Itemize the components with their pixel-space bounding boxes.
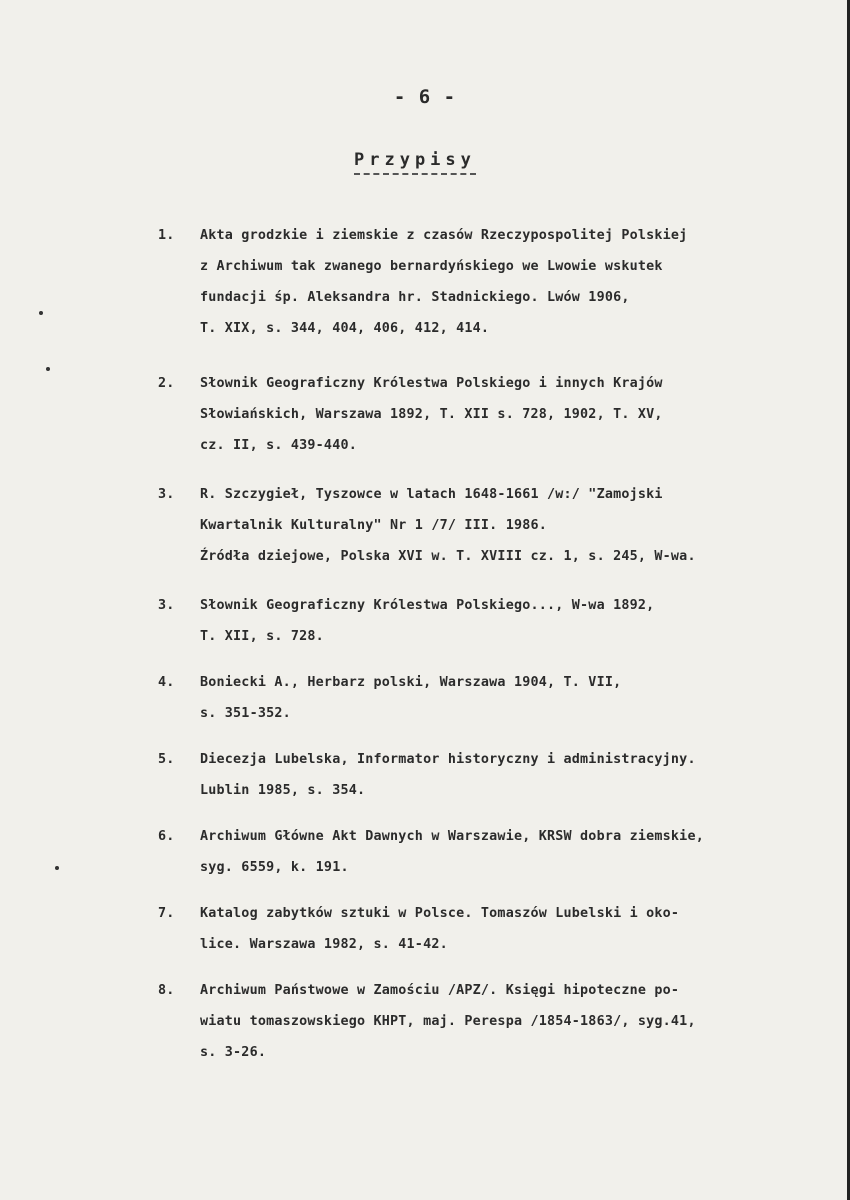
footnote-line: Katalog zabytków sztuki w Polsce. Tomaszów Lubelski i oko-	[200, 906, 680, 921]
footnote-line: Słownik Geograficzny Królestwa Polskiego i innych Krajów	[200, 376, 663, 391]
footnote-line: Słowiańskich, Warszawa 1892, T. XII s. 728, 1902, T. XV,	[200, 407, 663, 422]
footnote-number: 7.	[158, 906, 175, 921]
footnote-line: Akta grodzkie i ziemskie z czasów Rzeczypospolitej Polskiej	[200, 228, 688, 243]
footnote-item	[158, 667, 830, 729]
footnote-line: Boniecki A., Herbarz polski, Warszawa 1904, T. VII,	[200, 675, 622, 690]
footnote-line: Źródła dziejowe, Polska XVI w. T. XVIII cz. 1, s. 245, W-wa.	[200, 549, 696, 564]
footnote-item	[158, 744, 830, 806]
footnote-item	[158, 590, 830, 652]
margin-dot	[55, 866, 59, 870]
footnote-item	[158, 898, 830, 960]
footnote-item	[158, 368, 830, 461]
footnote-line: fundacji śp. Aleksandra hr. Stadnickiego. Lwów 1906,	[200, 290, 630, 305]
footnote-item	[158, 821, 830, 883]
footnote-line: s. 3-26.	[200, 1045, 267, 1060]
footnote-number: 6.	[158, 829, 175, 844]
footnote-number: 4.	[158, 675, 175, 690]
footnote-number: 3.	[158, 598, 175, 613]
footnote-item	[158, 220, 830, 344]
page-number: - 6 -	[393, 86, 457, 108]
page-title: Przypisy	[354, 150, 476, 175]
footnote-line: syg. 6559, k. 191.	[200, 860, 349, 875]
footnote-line: Lublin 1985, s. 354.	[200, 783, 366, 798]
footnote-line: T. XIX, s. 344, 404, 406, 412, 414.	[200, 321, 490, 336]
footnote-line: lice. Warszawa 1982, s. 41-42.	[200, 937, 448, 952]
footnote-line: wiatu tomaszowskiego KHPT, maj. Perespa /1854-1863/, syg.41,	[200, 1014, 696, 1029]
footnote-line: Archiwum Główne Akt Dawnych w Warszawie, KRSW dobra ziemskie,	[200, 829, 704, 844]
margin-dot	[46, 367, 50, 371]
footnote-line: T. XII, s. 728.	[200, 629, 324, 644]
footnote-line: cz. II, s. 439-440.	[200, 438, 357, 453]
footnote-item	[158, 479, 830, 572]
footnote-line: Diecezja Lubelska, Informator historyczny i administracyjny.	[200, 752, 696, 767]
footnote-number: 5.	[158, 752, 175, 767]
footnote-line: Archiwum Państwowe w Zamościu /APZ/. Księgi hipoteczne po-	[200, 983, 680, 998]
footnote-line: R. Szczygieł, Tyszowce w latach 1648-1661 /w:/ "Zamojski	[200, 487, 663, 502]
footnote-number: 2.	[158, 376, 175, 391]
footnote-number: 8.	[158, 983, 175, 998]
footnote-number: 3.	[158, 487, 175, 502]
footnote-line: z Archiwum tak zwanego bernardyńskiego we Lwowie wskutek	[200, 259, 663, 274]
footnote-number: 1.	[158, 228, 175, 243]
footnote-line: s. 351-352.	[200, 706, 291, 721]
footnote-line: Kwartalnik Kulturalny" Nr 1 /7/ III. 1986.	[200, 518, 547, 533]
footnote-item	[158, 975, 830, 1068]
margin-dot	[39, 311, 43, 315]
footnote-line: Słownik Geograficzny Królestwa Polskiego..., W-wa 1892,	[200, 598, 655, 613]
